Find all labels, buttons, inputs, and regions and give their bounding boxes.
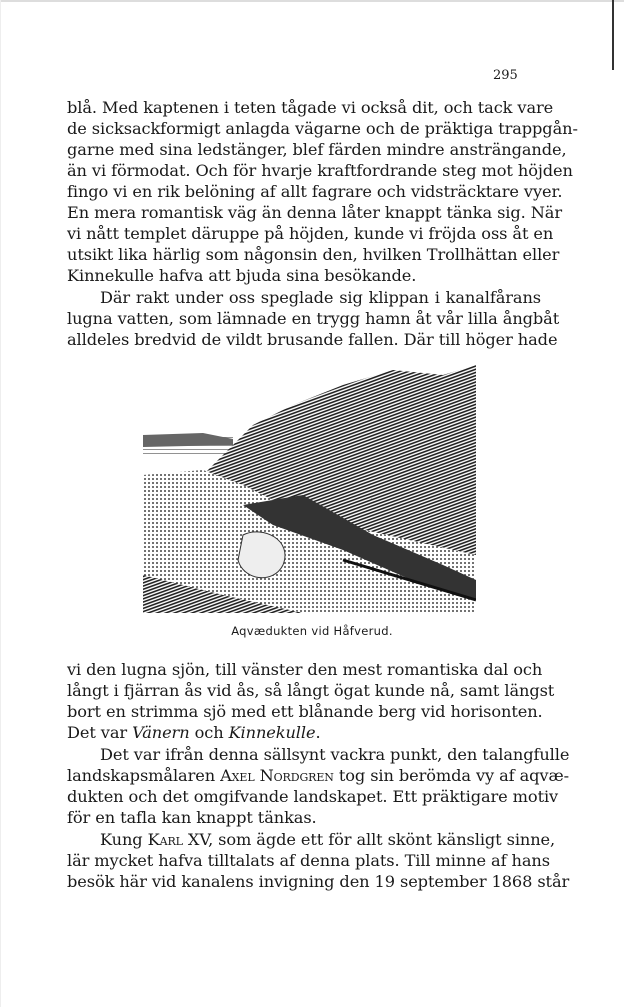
text-line: långt i fjärran ås vid ås, så långt ögat kunde nå, samt längst <box>67 681 555 700</box>
place-name-vanern: Vänern <box>132 723 190 742</box>
person-name: Axel Nordgren <box>220 766 334 785</box>
text-line: Där rakt under oss speglade sig klippan i kanalfårans <box>100 288 541 307</box>
text-line: för en tafla kan knappt tänkas. <box>67 808 317 827</box>
text-line: bort en strimma sjö med ett blånande berg vid horisonten. <box>67 702 543 721</box>
text-line: alldeles bredvid de vildt brusande fallen. Där till höger hade <box>67 330 558 349</box>
text-line: än vi förmodat. Och för hvarje kraftfordrande steg mot höjden <box>67 161 573 180</box>
illustration-aqueduct-engraving <box>143 365 476 613</box>
text-line: vi den lugna sjön, till vänster den mest romantiska dal och <box>67 660 543 679</box>
page-number: 295 <box>493 68 518 83</box>
text-segment: . <box>315 723 321 742</box>
text-line <box>67 723 541 743</box>
scan-edge-top <box>0 0 624 2</box>
person-name: Karl <box>147 830 183 849</box>
text-segment: XV, som ägde ett för allt skönt känsligt sinne, <box>182 830 556 849</box>
text-line: garne med sina ledstänger, blef färden mindre ansträngande, <box>67 140 567 159</box>
text-line: vi nått templet däruppe på höjden, kunde vi fröjda oss åt en <box>67 224 554 243</box>
figure-caption: Aqvædukten vid Håfverud. <box>231 624 393 638</box>
text-line: Kinnekulle hafva att bjuda sina besökande. <box>67 266 417 285</box>
text-line <box>100 830 556 850</box>
text-segment: Det var <box>67 723 133 742</box>
scan-edge-right <box>612 0 614 70</box>
text-line: lär mycket hafva tilltalats af denna plats. Till minne af hans <box>67 851 550 870</box>
text-line: lugna vatten, som lämnade en trygg hamn åt vår lilla ångbåt <box>67 309 560 328</box>
text-line: dukten och det omgifvande landskapet. Ett präktigare motiv <box>67 787 559 806</box>
text-line: blå. Med kaptenen i teten tågade vi också dit, och tack vare <box>67 98 554 117</box>
text-line: utsikt lika härlig som någonsin den, hvilken Trollhättan eller <box>67 245 560 264</box>
text-line: Det var ifrån denna sällsynt vackra punkt, den talangfulle <box>100 745 570 764</box>
text-line <box>67 766 569 786</box>
text-line: de sicksackformigt anlagda vägarne och de präktiga trappgån- <box>67 119 578 138</box>
scan-edge-left <box>0 0 1 1007</box>
text-line: besök här vid kanalens invigning den 19 september 1868 står <box>67 872 570 891</box>
place-name-kinnekulle: Kinnekulle <box>228 723 316 742</box>
text-line: En mera romantisk väg än denna låter knappt tänka sig. När <box>67 203 562 222</box>
text-segment: tog sin berömda vy af aqvæ- <box>333 766 569 785</box>
text-segment: Kung <box>100 830 148 849</box>
text-segment: landskapsmålaren <box>67 766 221 785</box>
text-segment: och <box>189 723 229 742</box>
text-line: fingo vi en rik belöning af allt fagrare och vidsträcktare vyer. <box>67 182 563 201</box>
